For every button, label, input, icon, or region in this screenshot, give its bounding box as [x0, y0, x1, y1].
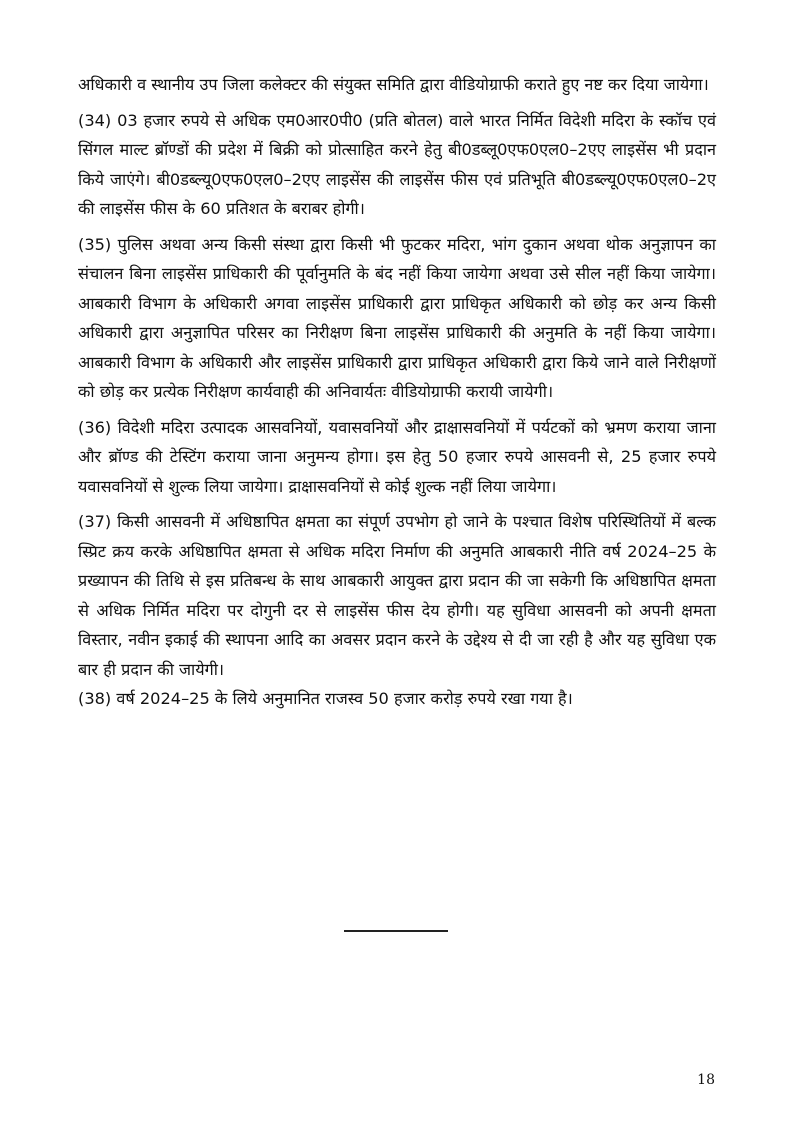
- paragraph-38: (38) वर्ष 2024–25 के लिये अनुमानित राजस्व 50 हजार करोड़ रुपये रखा गया है।: [78, 689, 573, 708]
- document-body: [78, 70, 716, 720]
- end-divider: [344, 930, 448, 932]
- paragraph-37: (37) किसी आसवनी में अधिष्ठापित क्षमता का संपूर्ण उपभोग हो जाने के पश्चात विशेष परिस्थितियों में बल्क स्प्रिट क्रय करके अधिष्ठापित क्षमता से अधिक मदिरा निर्माण की अनुमति आबकारी नीति वर्ष 2024–25 के प्रख्यापन की तिथि से इस प्रतिबन्ध के साथ आबकारी आयुक्त द्वारा प्रदान की जा सकेगी कि अधिष्ठापित क्षमता से अधिक निर्मित मदिरा पर दोगुनी दर से लाइसेंस फीस देय होगी। यह सुविधा आसवनी को अपनी क्षमता विस्तार, नवीन इकाई की स्थापना आदि का अवसर प्रदान करने के उद्देश्य से दी जा रही है और यह सुविधा एक बार ही प्रदान की जायेगी।: [78, 512, 716, 679]
- paragraph-35: (35) पुलिस अथवा अन्य किसी संस्था द्वारा किसी भी फुटकर मदिरा, भांग दुकान अथवा थोक अनुज्ञापन का संचालन बिना लाइसेंस प्राधिकारी की पूर्वानुमति के बंद नहीं किया जायेगा अथवा उसे सील नहीं किया जायेगा। आबकारी विभाग के अधिकारी अगवा लाइसेंस प्राधिकारी द्वारा प्राधिकृत अधिकारी को छोड़ कर अन्य किसी अधिकारी द्वारा अनुज्ञापित परिसर का निरीक्षण बिना लाइसेंस प्राधिकारी की अनुमति के नहीं किया जायेगा। आबकारी विभाग के अधिकारी और लाइसेंस प्राधिकारी द्वारा प्राधिकृत अधिकारी द्वारा किये जाने वाले निरीक्षणों को छोड़ कर प्रत्येक निरीक्षण कार्यवाही की अनिवार्यतः वीडियोग्राफी करायी जायेगी।: [78, 234, 716, 401]
- paragraph-36: (36) विदेशी मदिरा उत्पादक आसवनियों, यवासवनियों और द्राक्षासवनियों में पर्यटकों को भ्रमण कराया जाना और ब्रॉण्ड की टेस्टिंग कराया जाना अनुमन्य होगा। इस हेतु 50 हजार रुपये आसवनी से, 25 हजार रुपये यवासवनियों से शुल्क लिया जायेगा। द्राक्षासवनियों से कोई शुल्क नहीं लिया जायेगा।: [78, 417, 716, 496]
- page-number: 18: [697, 1072, 715, 1088]
- paragraph-34: (34) 03 हजार रुपये से अधिक एम0आर0पी0 (प्रति बोतल) वाले भारत निर्मित विदेशी मदिरा के स्कॉच एवं सिंगल माल्ट ब्रॉण्डों की प्रदेश में बिक्री को प्रोत्साहित करने हेतु बी0डब्लू0एफ0एल0–2एए लाइसेंस भी प्रदान किये जाएंगे। बी0डब्ल्यू0एफ0एल0–2एए लाइसेंस की लाइसेंस फीस एवं प्रतिभूति बी0डब्ल्यू0एफ0एल0–2ए की लाइसेंस फीस के 60 प्रतिशत के बराबर होगी।: [78, 110, 716, 218]
- paragraph-continuation: अधिकारी व स्थानीय उप जिला कलेक्टर की संयुक्त समिति द्वारा वीडियोग्राफी कराते हुए नष्ट कर दिया जायेगा।: [78, 75, 709, 94]
